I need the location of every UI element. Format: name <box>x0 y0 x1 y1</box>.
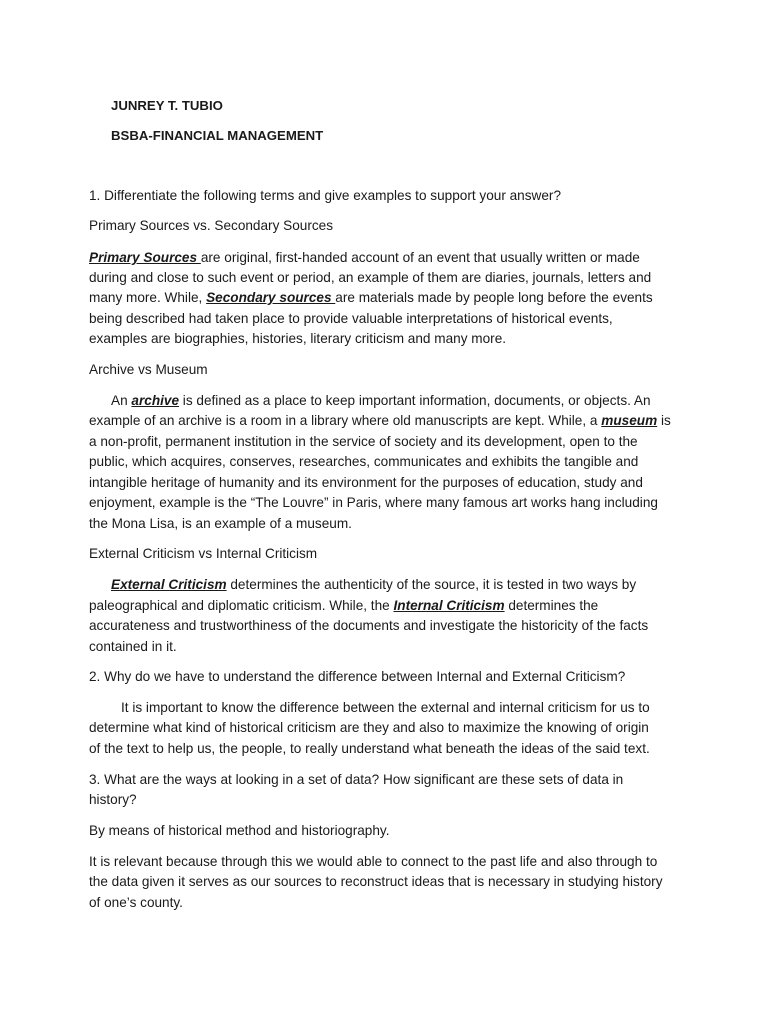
paragraph-line: enjoyment, example is the “The Louvre” in Paris, where many famous art works hang including <box>89 495 658 510</box>
paragraph-line: the Mona Lisa, is an example of a museum. <box>89 516 352 531</box>
paragraph-line: It is important to know the difference between the external and internal criticism for us to <box>121 700 650 715</box>
paragraph-line: of one’s county. <box>89 895 183 910</box>
paragraph-line: External Criticism determines the authenticity of the source, it is tested in two ways by <box>111 577 637 592</box>
author-name: JUNREY T. TUBIO <box>111 98 223 113</box>
answer-3-method: By means of historical method and historiography. <box>89 823 390 838</box>
paragraph-line: example of an archive is a room in a library where old manuscripts are kept. While, a museum is <box>89 413 671 428</box>
paragraph-line: intangible heritage of humanity and its environment for the purposes of education, study and <box>89 475 643 490</box>
paragraph-line: many more. While, Secondary sources are materials made by people long before the events <box>89 290 653 305</box>
section-title-archive: Archive vs Museum <box>89 362 208 377</box>
section-title-criticism: External Criticism vs Internal Criticism <box>89 546 318 561</box>
paragraph-line: An archive is defined as a place to keep important information, documents, or objects. An <box>111 393 651 408</box>
paragraph-line: paleographical and diplomatic criticism. While, the Internal Criticism determines the <box>89 598 599 613</box>
term-primary-sources: Primary Sources <box>89 250 201 265</box>
term-museum: museum <box>601 413 658 428</box>
paragraph-line: Primary Sources are original, first-handed account of an event that usually written or made <box>89 250 640 265</box>
paragraph-line: examples are biographies, histories, literary criticism and many more. <box>89 331 507 346</box>
term-archive: archive <box>131 393 180 408</box>
paragraph-line: contained in it. <box>89 639 177 654</box>
paragraph-line: the data given it serves as our sources to reconstruct ideas that is necessary in studying history <box>89 874 663 889</box>
section-title-sources: Primary Sources vs. Secondary Sources <box>89 218 334 233</box>
term-internal-criticism: Internal Criticism <box>393 598 505 613</box>
paragraph-line: of the text to help us, the people, to really understand what beneath the ideas of the said text. <box>89 741 650 756</box>
question-3-continued: history? <box>89 792 137 807</box>
question-2: 2. Why do we have to understand the difference between Internal and External Criticism? <box>89 669 626 684</box>
paragraph-line: during and close to such event or period, an example of them are diaries, journals, letters and <box>89 270 652 285</box>
question-3: 3. What are the ways at looking in a set of data? How significant are these sets of data in <box>89 772 624 787</box>
paragraph-line: public, which acquires, conserves, researches, communicates and exhibits the tangible and <box>89 454 639 469</box>
paragraph-line: accurateness and trustworthiness of the documents and investigate the historicity of the facts <box>89 618 649 633</box>
paragraph-line: a non-profit, permanent institution in the service of society and its development, open to the <box>89 434 638 449</box>
question-1: 1. Differentiate the following terms and give examples to support your answer? <box>89 188 562 203</box>
term-external-criticism: External Criticism <box>111 577 227 592</box>
paragraph-line: being described had taken place to provide valuable interpretations of historical events, <box>89 311 613 326</box>
paragraph-line: determine what kind of historical criticism are they and also to maximize the knowing of origin <box>89 720 649 735</box>
term-secondary-sources: Secondary sources <box>206 290 336 305</box>
paragraph-line: It is relevant because through this we would able to connect to the past life and also through to <box>89 854 658 869</box>
course-name: BSBA-FINANCIAL MANAGEMENT <box>111 128 324 143</box>
